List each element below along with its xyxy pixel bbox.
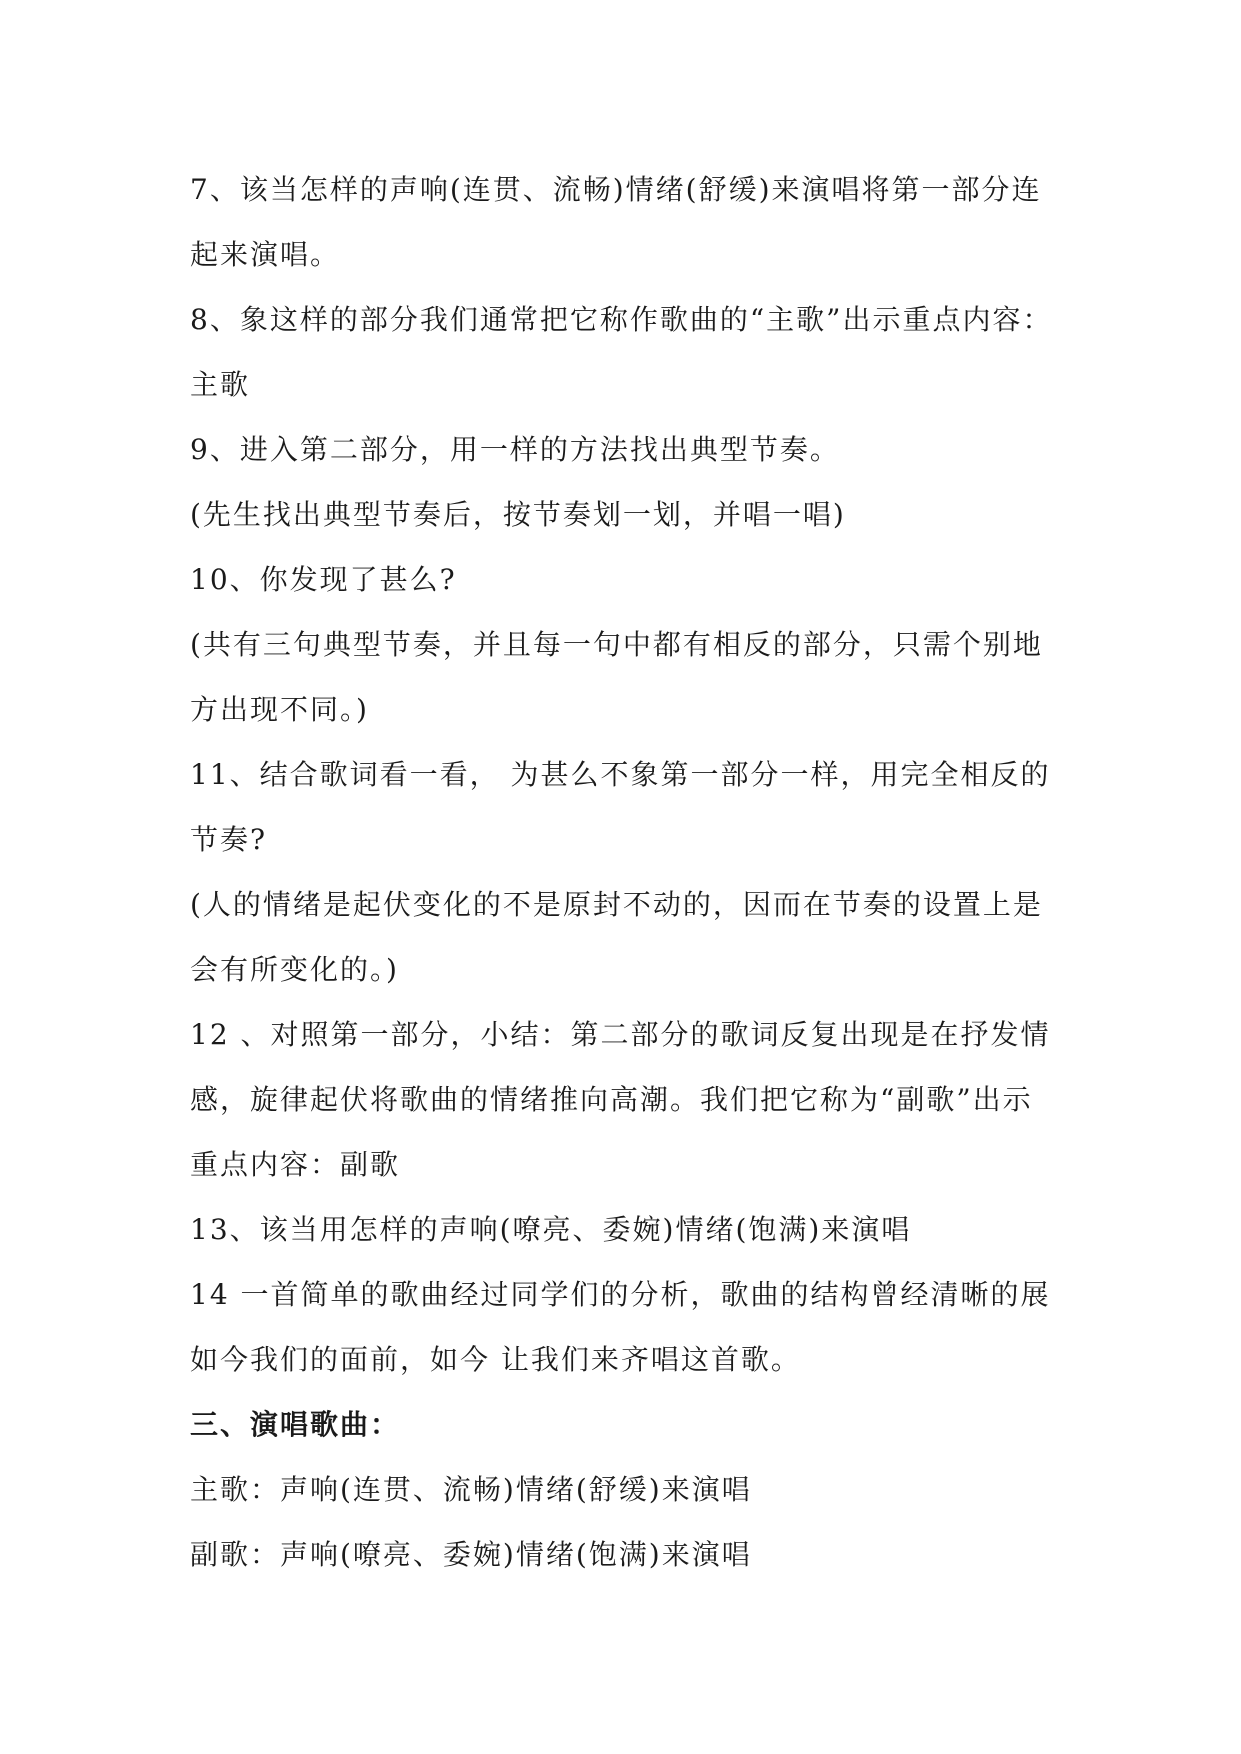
paragraph-line: (人的情绪是起伏变化的不是原封不动的，因而在节奏的设置上是 [190,888,1043,921]
paragraph-line: 8、象这样的部分我们通常把它称作歌曲的“主歌”出示重点内容： [190,303,1053,336]
paragraph-line: 13、该当用怎样的声响(嘹亮、委婉)情绪(饱满)来演唱 [190,1213,912,1246]
paragraph-line: 9、进入第二部分，用一样的方法找出典型节奏。 [190,433,840,466]
summary-line-verse: 主歌：声响(连贯、流畅)情绪(舒缓)来演唱 [190,1473,752,1506]
paragraph-line: 如今我们的面前，如今 让我们来齐唱这首歌。 [190,1343,801,1376]
paragraph-line: 感，旋律起伏将歌曲的情绪推向高潮。我们把它称为“副歌”出示 [190,1083,1033,1116]
paragraph-line: 方出现不同。) [190,693,369,726]
paragraph-line: 7、该当怎样的声响(连贯、流畅)情绪(舒缓)来演唱将第一部分连 [190,173,1042,206]
document-body [190,157,1060,1587]
paragraph-line: (先生找出典型节奏后，按节奏划一划，并唱一唱) [190,498,846,531]
paragraph-line: 起来演唱。 [190,238,341,271]
paragraph-line: 10、你发现了甚么? [190,563,457,596]
paragraph-line: 会有所变化的。) [190,953,399,986]
section-heading: 三、演唱歌曲： [190,1408,401,1441]
paragraph-line: 12 、对照第一部分，小结：第二部分的歌词反复出现是在抒发情 [190,1018,1051,1051]
paragraph-line: 节奏? [190,823,268,856]
paragraph-line: (共有三句典型节奏，并且每一句中都有相反的部分，只需个别地 [190,628,1043,661]
paragraph-line: 重点内容：副歌 [190,1148,401,1181]
paragraph-line: 11、结合歌词看一看， 为甚么不象第一部分一样，用完全相反的 [190,758,1051,791]
summary-line-chorus: 副歌：声响(嘹亮、委婉)情绪(饱满)来演唱 [190,1538,752,1571]
paragraph-line: 主歌 [190,368,251,401]
paragraph-line: 14 一首简单的歌曲经过同学们的分析，歌曲的结构曾经清晰的展 [190,1278,1051,1311]
